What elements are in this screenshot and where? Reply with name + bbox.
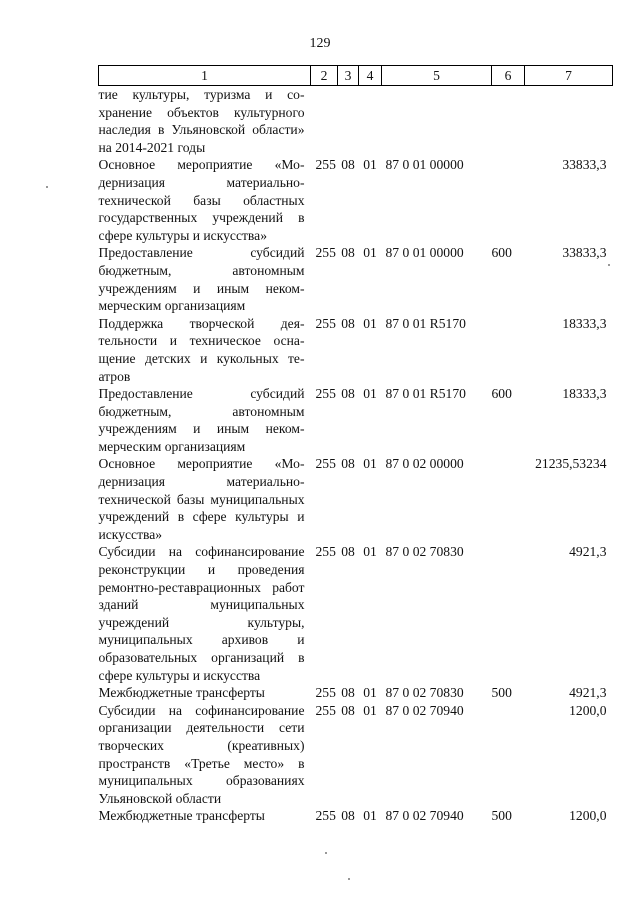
row-vr bbox=[492, 86, 525, 157]
row-rz: 08 bbox=[341, 685, 355, 701]
row-csr: 87 0 02 70830 bbox=[385, 544, 464, 560]
column-header-rz: 3 bbox=[338, 66, 359, 86]
row-name: Межбюджетные трансферты bbox=[98, 808, 265, 824]
row-amount: 18333,3 bbox=[562, 386, 607, 402]
row-csr: 87 0 01 R5170 bbox=[385, 386, 466, 402]
row-gr: 255 bbox=[315, 245, 336, 261]
row-rz: 08 bbox=[341, 386, 355, 402]
table-row bbox=[99, 543, 613, 684]
column-header-vr: 6 bbox=[492, 66, 525, 86]
row-csr: 87 0 01 R5170 bbox=[385, 315, 466, 331]
page-number: 129 bbox=[309, 36, 331, 51]
table-row bbox=[99, 684, 613, 702]
column-header-gr: 2 bbox=[311, 66, 338, 86]
row-rz bbox=[338, 86, 359, 157]
row-pr: 01 bbox=[363, 315, 377, 331]
row-amount: 1200,0 bbox=[569, 702, 607, 718]
table-row bbox=[99, 455, 613, 543]
row-amount: 21235,53234 bbox=[535, 456, 607, 472]
row-pr: 01 bbox=[363, 386, 377, 402]
row-vr: 500 bbox=[491, 685, 512, 701]
row-csr: 87 0 02 70940 bbox=[385, 702, 464, 718]
column-header-pr: 4 bbox=[359, 66, 382, 86]
row-amount: 4921,3 bbox=[569, 685, 607, 701]
row-rz: 08 bbox=[341, 456, 355, 472]
row-csr: 87 0 02 00000 bbox=[385, 456, 464, 472]
row-amount: 4921,3 bbox=[569, 544, 607, 560]
row-gr: 255 bbox=[315, 315, 336, 331]
table-row bbox=[99, 385, 613, 455]
scan-speck bbox=[325, 852, 327, 854]
row-name: тие культуры, туризма и сохранение объектов культурного наследия в Ульяновской области» на 2014-2021 годы bbox=[98, 87, 305, 155]
row-gr: 255 bbox=[315, 456, 336, 472]
row-pr: 01 bbox=[363, 685, 377, 701]
row-gr: 255 bbox=[315, 386, 336, 402]
row-name: Субсидии на софинансирование организации деятельности сети творческих (креативных) пространств «Третье место» в муниципальных образованиях Ульяновской области bbox=[98, 702, 305, 806]
row-name: Основное мероприятие «Модернизация материально-технической базы муниципальных учреждений в сфере культуры и искусства» bbox=[98, 456, 305, 542]
row-pr: 01 bbox=[363, 456, 377, 472]
row-gr: 255 bbox=[315, 685, 336, 701]
row-pr bbox=[359, 86, 382, 157]
row-csr: 87 0 02 70940 bbox=[385, 808, 464, 824]
column-header-name: 1 bbox=[99, 66, 311, 86]
row-pr: 01 bbox=[363, 702, 377, 718]
row-rz: 08 bbox=[341, 808, 355, 824]
row-vr: 600 bbox=[491, 245, 512, 261]
row-pr: 01 bbox=[363, 808, 377, 824]
budget-table bbox=[98, 65, 613, 825]
header-row bbox=[99, 66, 613, 86]
row-vr bbox=[492, 315, 525, 385]
row-pr: 01 bbox=[363, 157, 377, 173]
row-csr bbox=[382, 86, 492, 157]
scan-speck bbox=[46, 186, 48, 188]
table-row bbox=[99, 315, 613, 385]
row-gr bbox=[311, 86, 338, 157]
row-vr: 500 bbox=[491, 808, 512, 824]
table-row bbox=[99, 702, 613, 808]
row-name: Основное мероприятие «Модернизация материально-технической базы областных государственных учреждений в сфере культуры и искусства» bbox=[98, 157, 305, 243]
row-pr: 01 bbox=[363, 544, 377, 560]
row-vr bbox=[492, 702, 525, 808]
row-rz: 08 bbox=[341, 245, 355, 261]
table-row bbox=[99, 156, 613, 244]
row-amount: 33833,3 bbox=[562, 157, 607, 173]
row-csr: 87 0 01 00000 bbox=[385, 245, 464, 261]
row-amount: 18333,3 bbox=[562, 315, 607, 331]
column-header-csr: 5 bbox=[382, 66, 492, 86]
row-name: Межбюджетные трансферты bbox=[98, 685, 265, 701]
row-vr bbox=[492, 543, 525, 684]
row-name: Поддержка творческой деятельности и техническое оснащение детских и кукольных театров bbox=[98, 315, 305, 384]
row-gr: 255 bbox=[315, 544, 336, 560]
row-name: Предоставление субсидий бюджетным, автономным учреждениям и иным некоммерческим организациям bbox=[98, 245, 305, 314]
row-vr bbox=[492, 455, 525, 543]
row-vr: 600 bbox=[491, 386, 512, 402]
table-row bbox=[99, 807, 613, 825]
scan-speck bbox=[608, 264, 610, 266]
row-gr: 255 bbox=[315, 702, 336, 718]
row-name: Предоставление субсидий бюджетным, автономным учреждениям и иным некоммерческим организациям bbox=[98, 386, 305, 454]
table-row bbox=[99, 86, 613, 157]
row-rz: 08 bbox=[341, 157, 355, 173]
row-gr: 255 bbox=[315, 157, 336, 173]
row-gr: 255 bbox=[315, 808, 336, 824]
row-csr: 87 0 01 00000 bbox=[385, 157, 464, 173]
row-amount: 33833,3 bbox=[562, 245, 607, 261]
row-vr bbox=[492, 156, 525, 244]
table-row bbox=[99, 244, 613, 314]
row-amount: 1200,0 bbox=[569, 808, 607, 824]
row-rz: 08 bbox=[341, 315, 355, 331]
row-amount bbox=[525, 86, 613, 157]
row-rz: 08 bbox=[341, 702, 355, 718]
column-header-amount: 7 bbox=[525, 66, 613, 86]
row-rz: 08 bbox=[341, 544, 355, 560]
row-name: Субсидии на софинансирование реконструкции и проведения ремонтно-реставрационных работ зданий муниципальных учреждений культуры, муниципальных архивов и образовательных организаций в сфере культуры и искусства bbox=[98, 544, 305, 683]
row-csr: 87 0 02 70830 bbox=[385, 685, 464, 701]
row-pr: 01 bbox=[363, 245, 377, 261]
scan-speck bbox=[348, 878, 350, 880]
